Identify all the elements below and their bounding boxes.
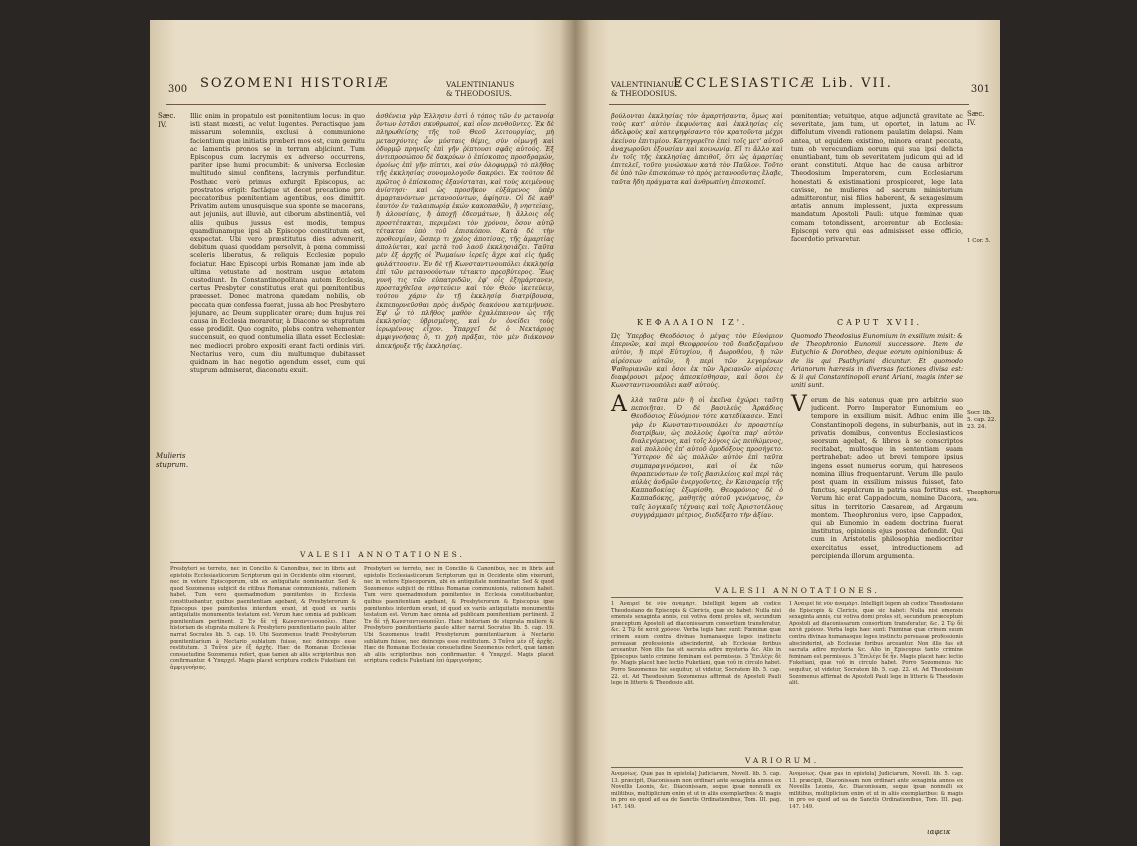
latin-column: Illic enim in propatulo est pœnitentium locus: in quo isti stant mœsti, ac velut lugentes. Peractisque jam missarum solemniis, exclusi à communione facientium quæ initiatis præberi mos est, cum gemitu ac lamentis pronos se in terram abjiciunt. Tum Episcopus cum lacrymis ex adverso occurrens, pariter ipse humi procumbit: & universa Ecclesiæ multitudo simul confitens, lacrymis perfunditur. Posthæc verò primus exfurgit Episcopus, ac prostratos erigit: factâque ut decet precatione pro peccatoribus pœnitentiam agentibus, eos dimittit. Privatim autem unusquisque sua sponte se macerans, aut jejuniis, aut illuviè, aut ciborum abstinentiâ, vel aliis quibus jussus est modis, tempus quamdiunamque ipsi ab Episcopo constitutum est, exspectat. Ubi vero præstitutus dies advenerit, debitum quasi quoddam persolvit, à pœna commissi sceleris liberatus, & reliquis Ecclesiæ populo fociatur. Hæc Episcopi urbis Romanæ jam inde ab ultima vetustate ad nostram usque ætatem custodiunt. In Constantinopolitana autem Ecclesia, certus Presbyter constitutus erat qui pœnitentibus præesset. Donec matrona quædam nobilis, ob peccata quæ confessa fuerat, jussa ab hoc Presbytero jejunare, ac Deum supplicater orare; dum hujus rei causa in Ecclesia moraretur, à Diacono se stupratum esse prodidit. Quo cognito, plebs contra vehementer succensuit, eo quod contumelia illata esset Ecclesiæ: nec mediocri probro expositi erant facti ordinis viri. Nectarius vero, cum diu multumque dubitasset quidnam in hac negotio agendum esset, cum qui stuprum admiserat, diaconatu exuit.: [190, 112, 365, 375]
annotations-col-1: Presbyteri se terreto, nec in Concilio & Canonibus, nec in libris aut epistolis Ecclesiasticorum Scriptorum qui in Occidente olim vixerunt, nec in vetere Episcoporum, ubi ex antiquitate nominantur. Sed & quod Sozomenus subjicit de ritibus Romanæ communionis, rationem habet. Tum vero quemadmodum pœnitentes in Ecclesia constituebantur, quibus paenitentiam agebant, & Presbyterorum & Episcopus ipse pœnitentes interdum erant, id quod ex variis antiquitatis monumentis testatum est. Verum hæc omnia ad publicam pœnitentiam pertinent. 2 Ἐν δὲ τῇ Κωνσταντινουπόλει. Hanc historiam de stuprata muliere & Presbytero pœnitentiario paulo aliter narrat Socrates lib. 5. cap. 19. Ubi Sozomenus tradit Presbyterum pœnitentiarium à Nectario sublatum fuisse, nec deinceps esse restitutum. 3 Ταῦτα μὲν ἐξ ἀρχῆς. Hæc de Romanæ Ecclesiæ consuetudine Sozomenus refert, quæ tamen ab aliis scriptoribus non confirmantur. 4 Ὑπαρχεῖ. Magis placet scriptura codicis Fuketiani ἐπὶ ἀμφιγνοήσας.: [170, 566, 356, 671]
annotations-col-1: 1 Ἀναιρεῖ δὲ νῦν ἀναμάρτ. Intelligit legem ab codice Theodosiano de Episcopis & Clericis, quæ sic habet: Nulla nisi emensis sexaginta annis, cui votiva domi proles sit, secundum præceptum Apostoli ad diaconissarum consortium transferatur, &c. 2 Τῷ δὲ κατὰ χρόνον. Verba legis hæc sunt: Fœminæ quæ crinem suum contra divinas humanasque leges instinctu persuasæ professionis abscinderint, ab Ecclesiæ foribus arceantur. Non illis fas sit sacrata adire mysteria &c. Alio in Episcopus tanto crimine feminam est permissus. 3 Ἔπιλέγε δὲ ἦν. Magis placet hæc lectio Fuketiani, quæ τοῦ in circulo habet. Porro Sozomenus hic sequitur, ut videtur, Socratem lib. 5. cap. 22. et. Ad Theodosium Sozomenus affirmat de Apostoli Pauli lege in litteris & Theodosio alit.: [611, 601, 781, 687]
header-rule: [609, 104, 969, 105]
left-page: [150, 20, 575, 846]
book-gutter: [560, 20, 590, 846]
latin-column-main: erum de his eatenus quæ pro arbitrio suo judicent. Porro Imperator Eunomium eo tempore in exsilium misit. Adhuc enim ille Constantinopoli degens, in suburbanis, aut in privatis domibus, conventus Ecclesiasticos seorsum agebat, & libros à se conscriptos recitabat, multosque in sententiam suam pertrahebat: adeo ut brevi tempore ipsius ingens esset numerus eorum, qui hæreseos nomina illius frequentarunt. Verum ille paulo post quam in exsilium missus fuisset, fato functus, sepulcrum in patria sua fortitus est. Verum hic erat Cappadocum, nomine Dacora, situs in territorio Cæsareæ, ad Argæum montem. Theophronius vero, ipse Cappadox, qui ab Eunomio in eadem doctrina fuerat institutus, opinionis ejus postea defendit. Qui cum in Aristotelis philosophia mediocriter exercitatus esset, introductionem ad percipienda illorum argumenta.: [811, 396, 963, 560]
drop-capital-greek: A: [611, 392, 627, 417]
right-page: [575, 20, 1000, 846]
running-head: ECCLESIASTICÆ Lib. VII.: [673, 76, 893, 91]
annotations-col-2: 1 Ἀναιρεῖ δὲ νῦν ἀναμάρτ. Intelligit legem ab codice Theodosiano de Episcopis & Clericis, quæ sic habet: Nulla nisi emensis sexaginta annis, cui votiva domi proles sit, secundum præceptum Apostoli ad diaconissarum consortium transferatur, &c. 2 Τῷ δὲ κατὰ χρόνον. Verba legis hæc sunt: Fœminæ quæ crinem suum contra divinas humanasque leges instinctu persuasæ professionis abscinderint, ab Ecclesiæ foribus arceantur. Non illis fas sit sacrata adire mysteria &c. Alio in Episcopus tanto crimine feminam est permissus. 3 Ἔπιλέγε δὲ ἦν. Magis placet hæc lectio Fuketiani, quæ τοῦ in circulo habet. Porro Sozomenus hic sequitur, ut videtur, Socratem lib. 5. cap. 22. et. Ad Theodosium Sozomenus affirmat de Apostoli Pauli lege in litteris & Theodosio alit.: [789, 601, 963, 687]
varior-col-1: Ἀνομοίως. Quæ pas in epistola] Judiciarum, Novell. lib. 5. cap. 13. præcipit, Diaconissam non ordinari ante sexaginta annos ex Novellis Leonis, &c. Diaconissam, seque ipsæ nonnulli ex militibus, multiplicium enim et ut in aliis exemplaribus: & magis in pro eo quod ad ea de Sanctis Ordinationibus, Tom. III. pag. 147. 149.: [611, 771, 781, 810]
page-number: 300: [168, 84, 188, 95]
running-subhead: VALENTINIANUS & THEODOSIUS.: [446, 80, 515, 98]
annotations-heading: VALESII ANNOTATIONES.: [715, 586, 880, 595]
margin-note-3: Theophorus seu.: [967, 490, 1000, 503]
open-book: [150, 20, 1000, 846]
century-margin: Sæc. IV.: [967, 110, 985, 127]
chapter-summary-latin: Quomodo Theodosius Eunomium in exsilium misit: & de Theophronio Eunomii successore. Item de Eutychio & Dorotheo, deque eorum opinionibus: & de iis qui Psathyriani dicuntur. Et quomodo Arianorum hæresis in diversas factiones divisa est: & ii qui Constantinopoli erant Ariani, magis inter se uniti sunt.: [791, 332, 963, 390]
greek-column-top: βούλονται ἐκκλησίας τὸν ἁμαρτήσαντα, ὅμως καὶ τοὺς κατ' αὐτὸν ἐκφυόντας καὶ ἐκκλησίας εἰς ἀδελφοὺς καὶ κατεψηφίσαντο τὸν κρατοῦντα μέχρι ἐκείνου ἐπιτιμίου. Κατηγορεῖτο ἐπεὶ τοῖς μετ' αὐτοῦ ἀναχωροῦσι ἐξουσίαν καὶ κοινωνίᾳ. Εἴ τι ἄλλο καὶ ἐν τοῖς τῆς ἐκκλησίας ἀπειθοῖ, ὅτι ὡς ἁμαρτίας ἐπιτελεῖ, τοῦτο γινώσκων κατὰ τὸν Παῦλον. Τοῦτο δὲ ὑπὸ τῶν ἐπισκόπων τὸ πρὸς μετανοοῦντας ἔλαβε, ταῦτα ἤδη πράγματα καὶ ἀνθρωπίνη ἐπισκοπεῖ.: [611, 112, 783, 186]
catchword: ιαφεικ: [927, 828, 951, 836]
margin-note: Mulieris stuprum.: [156, 452, 189, 469]
annotations-rule: [611, 597, 963, 598]
varior-heading: VARIORUM.: [745, 756, 820, 765]
margin-note-1: 1 Cor. 5.: [967, 238, 991, 244]
chapter-heading-greek: ΚΕΦΑΛΑΙΟΝ ΙΖ'.: [637, 318, 748, 327]
annotations-rule: [170, 562, 555, 563]
latin-column-top: pœnitentiæ; vetuitque, atque adjunctâ gravitate ac severitate, jam tum, ut oportet, in latum ac diffolutum vivendi rationem paulatim delapsi. Nam antea, ut equidem existimo, minora erant peccata, tum ob verecundiam eorum qui sua ipsi delicta enuntiabant, tum ob severitatem judicum qui ad id erant constituti. Atque hac de causa arbitror Theodosium Imperatorem, cum Ecclesiarum honestati & existimationi prospiceret, lege lata cavisse, ne mulieres ad sacrum ministerium admitterentur, nisi filios haberent, & sexagesimum ætatis annum implessent, juxta expressum mandatum Apostoli Pauli: utque fœminæ quæ comam totondissent, arcerentur ab Ecclesia: Episcopi vero qui eas admisisset esse officio, facerdotio privaretur.: [791, 112, 963, 244]
annotations-col-2: Presbyteri se terreto, nec in Concilio & Canonibus, nec in libris aut epistolis Ecclesiasticorum Scriptorum qui in Occidente olim vixerunt, nec in vetere Episcoporum, ubi ex antiquitate nominantur. Sed & quod Sozomenus subjicit de ritibus Romanæ communionis, rationem habet. Tum vero quemadmodum pœnitentes in Ecclesia constituebantur, quibus paenitentiam agebant, & Presbyterorum & Episcopus ipse pœnitentes interdum erant, id quod ex variis antiquitatis monumentis testatum est. Verum hæc omnia ad publicam pœnitentiam pertinent. 2 Ἐν δὲ τῇ Κωνσταντινουπόλει. Hanc historiam de stuprata muliere & Presbytero pœnitentiario paulo aliter narrat Socrates lib. 5. cap. 19. Ubi Sozomenus tradit Presbyterum pœnitentiarium à Nectario sublatum fuisse, nec deinceps esse restitutum. 3 Ταῦτα μὲν ἐξ ἀρχῆς. Hæc de Romanæ Ecclesiæ consuetudine Sozomenus refert, quæ tamen ab aliis scriptoribus non confirmantur. 4 Ὑπαρχεῖ. Magis placet scriptura codicis Fuketiani ἐπὶ ἀμφιγνοήσας.: [364, 566, 554, 665]
varior-rule: [611, 767, 963, 768]
greek-column: ἀσθένεια γὰρ Ἑλλησιν ἐστὶ ὁ τόπος τῶν ἐν μετανοίᾳ ὄντων ἐστᾶσι σκυθρωποί, καὶ οἷον πενθοῦντες. Ἐκ δὲ πληρωθείσης τῆς τοῦ Θεοῦ λειτουργίας, μὴ μετασχόντες ὧν μύσταις θέμις, σὺν οἰμωγῇ καὶ ὀδυρμῷ πρηνεῖς ἐπὶ γῆν ῥίπτουσι σφᾶς αὐτούς. Ἐξ ἀντιπροσώπου δὲ δακρύων ὁ ἐπίσκοπος προσδραμών, ὁμοίως ἐπὶ γῆν πίπτει, καὶ σὺν ὀλοφυρμῷ τὸ πλῆθος τῆς ἐκκλησίας συνομολογοῦν δακρύει. Ἐκ τούτου δὲ πρῶτος ὁ ἐπίσκοπος ἐξανίσταται, καὶ τοὺς κειμένους ἀνίστησι· καὶ ὡς προσῆκον εὐξάμενος ὑπὲρ ἁμαρτανόντων μετανοούντων, ἀφίησιν. Οἱ δὲ καθ' ἑαυτὸν ἐν ταλαιπωρίᾳ ἑκών κακοπαθῶν, ἢ νηστείαις, ἢ ἀλουσίαις, ἢ ἀποχῇ ἐδεσμάτων, ἢ ἄλλοις οἷς προστέτακται, περιμένει τὸν χρόνον, ὅσον αὐτῷ τέτακται ὑπὸ τοῦ ἐπισκόπου. Κατὰ δὲ τὴν προθεσμίαν, ὥσπερ τι χρέος ἀποτίσας, τῆς ἁμαρτίας ἀπολύεται, καὶ μετὰ τοῦ λαοῦ ἐκκλησιάζει. Ταῦτα μὲν ἐξ ἀρχῆς οἱ Ῥωμαίων ἱερεῖς ἄχρι καὶ εἰς ἡμᾶς φυλάττουσιν. Ἐν δὲ τῇ Κωνσταντινουπόλει ἐκκλησίᾳ ἐπὶ τῶν μετανοούντων τέτακτο πρεσβύτερος. Ἕως γυνή τις τῶν εὐπατριδῶν, ἐφ' οἷς ἐξημάρτανεν, προσταχθεῖσα νηστεύειν καὶ τὸν Θεὸν ἱκετεύειν, τούτου χάριν ἐν τῇ ἐκκλησίᾳ διατρίβουσα, ἐκπεπορνεῦσθαι πρὸς ἀνδρὸς διακόνου κατεμήνυσε. Ἐφ' ᾧ τὸ πλῆθος μαθὸν ἐχαλέπαινον ὡς τῆς ἐκκλησίας ὑβρισμένης, καὶ ἐν ὀνείδει τοὺς ἱερωμένους εἶχον. Ὑπαρχεῖ δὲ ὁ Νεκτάριος ἀμφιγνοήσας ὅ, τι χρὴ πρᾶξαι, τὸν μὲν διάκονον ἀπεκήρυξε τῆς ἐκκλησίας.: [376, 112, 554, 350]
margin-note-2: Socr. lib. 5. cap. 22. 23. 24.: [967, 410, 997, 430]
chapter-heading-latin: CAPUT XVII.: [837, 318, 923, 327]
drop-capital-latin: V: [791, 392, 807, 417]
running-subhead: VALENTINIANUS & THEODOSIUS.: [611, 80, 680, 98]
page-number: 301: [970, 84, 990, 95]
chapter-summary-greek: Ὡς Ὑπερβος Θεοδόσιος ὁ μέγας τὸν Εὐνόμιον ἐπερνῶν, καὶ περὶ Θεοφρονίου τοῦ διαδεξαμένου αὐτὸν, ἢ περὶ Εὐτυχίου, ἢ Δωροθέου, ἢ τῶν αἱρέσεων αὐτῶν, ἢ περὶ τῶν λεγομένων Ψαθυριανῶν καὶ ὅσοι ἐκ τῶν Ἀρειανῶν αἱρέσεις διαφέρουσι μέρος ἀπεσκίσθησαν, καὶ ὅσοι ἐν Κωνσταντινουπόλει καθ' αὑτοὺς.: [611, 332, 783, 390]
running-head: SOZOMENI HISTORIÆ: [200, 76, 390, 91]
century-margin: Sæc. IV.: [158, 112, 176, 129]
annotations-heading: VALESII ANNOTATIONES.: [300, 550, 465, 559]
greek-column-main: λλὰ ταῦτα μὲν ἢ οἱ ἐκεῖνα ἐχώρει ταῦτη πεποιῆται. Ὁ δὲ βασιλεὺς Ἀρκάδιος Θεοδόσιος Εὐνόμιον τότε κατεδίκασεν. Ἐπεὶ γὰρ ἐν Κωνσταντινουπόλει ἐν προαστείῳ διατρίβων, ὡς πολλοὺς ἐφοίτα παρ' αὐτὸν διαλεγόμενος, καὶ τοῖς λόγοις ὡς πειθώμενος, καὶ πολλοὺς ἐπ' αὐτοῦ ὁμοδόξους προσήγετο. Ὕστερον δὲ ὡς πολλῶν αὐτὸν ἐπὶ ταῦτα συμπαραγινόμενοι, καὶ οἱ ἐκ τῶν θεραπευόντων ἐν τοῖς βασιλείοις καὶ περὶ τὰς αὐλὰς ἀνδρῶν ἐνεργοῦντες, ἐν Καισαρείᾳ τῆς Καππαδοκίας ἐξωρίσθη. Θεοφρόνιος δὲ ὁ Καππαδόκης, μαθητὴς αὐτοῦ γενόμενος, ἐν ταῖς λογικαῖς τέχναις καὶ τοῖς Ἀριστοτέλους συγγράμμασι μέτριος, διεδέξατο τὴν ἀξίαν.: [631, 396, 783, 519]
varior-col-2: Ἀνομοίως. Quæ pas in epistola] Judiciarum, Novell. lib. 5. cap. 13. præcipit, Diaconissam non ordinari ante sexaginta annos ex Novellis Leonis, &c. Diaconissam, seque ipsæ nonnulli ex militibus, multiplicium enim et ut in aliis exemplaribus: & magis in pro eo quod ad ea de Sanctis Ordinationibus, Tom. III. pag. 147. 149.: [789, 771, 963, 810]
header-rule: [166, 104, 546, 105]
